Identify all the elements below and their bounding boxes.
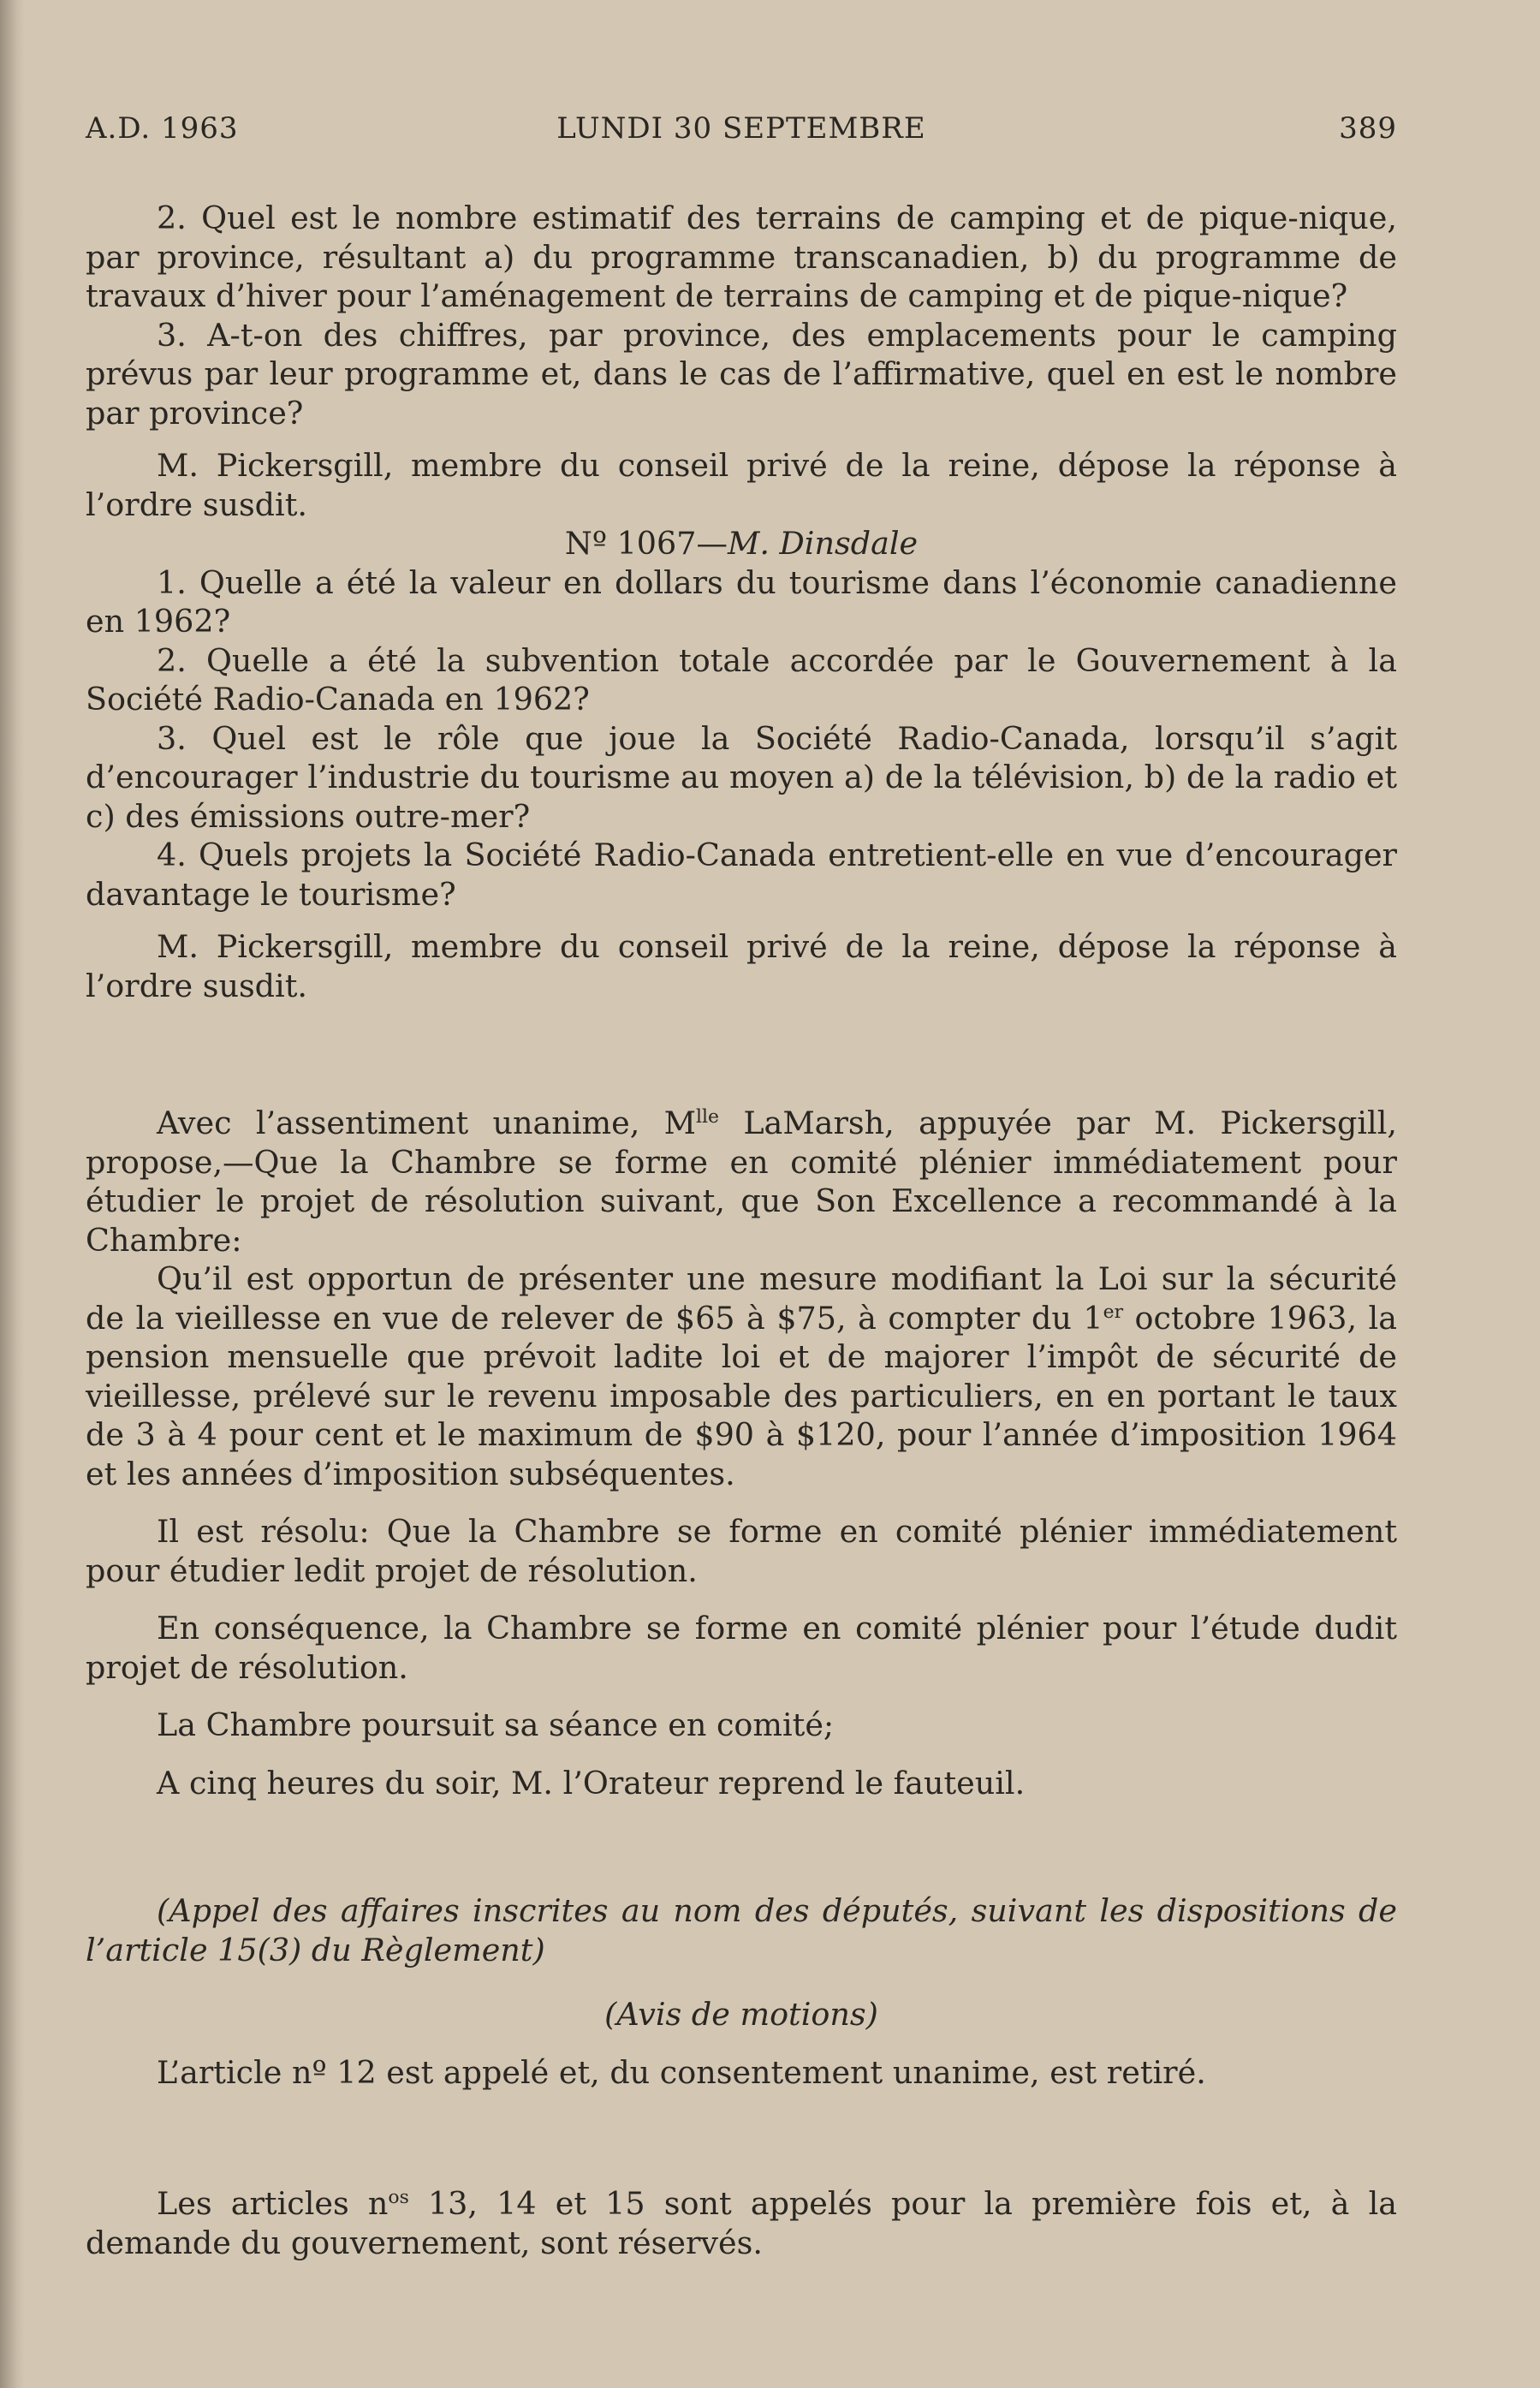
private-members-section	[86, 1891, 1397, 2262]
question-paragraph: 3. Quel est le rôle que joue la Société Radio-Canada, lorsqu’il s’agit d’encourager l’industrie du tourisme au moyen a) de la télévision, b) de la radio et c) des émissions outre-mer?	[86, 719, 1397, 835]
question-paragraph: 1. Quelle a été la valeur en dollars du tourisme dans l’économie canadienne en 1962?	[86, 563, 1397, 640]
page-binding-edge	[0, 0, 24, 2388]
question-paragraph: 2. Quelle a été la subvention totale accordée par le Gouvernement à la Société Radio-Canada en 1962?	[86, 641, 1397, 718]
notices-heading: (Avis de motions)	[604, 1996, 878, 2033]
items-reserved	[86, 2184, 1397, 2262]
items-text: Les articles n	[157, 2185, 389, 2222]
question-paragraph: 3. A-t-on des chiffres, par province, des emplacements pour le camping prévus par leur programme et, dans le cas de l’affirmative, quel en est le nombre par province?	[86, 316, 1397, 432]
resolution-text: Qu’il est opportun de présenter une mesure modifiant la Loi sur la sécurité de la vieillesse en vue de relever de $65 à $75, à compter du 1	[86, 1260, 1397, 1337]
question-member: M. Dinsdale	[727, 525, 919, 562]
superscript: lle	[696, 1105, 719, 1128]
resolution-text: octobre 1963, la pension mensuelle que prévoit ladite loi et de majorer l’impôt de sécurité de vieillesse, prélevé sur le revenu imposable des particuliers, en en portant le taux de 3 à 4 pour cent et le maximum de $90 à $120, pour l’année d’imposition 1964 et les années d’imposition subséquentes.	[86, 1299, 1397, 1492]
motion-paragraph	[86, 1104, 1397, 1260]
header-year: A.D. 1963	[86, 111, 239, 146]
header-date: LUNDI 30 SEPTEMBRE	[556, 111, 926, 146]
question-number: Nº 1067—	[564, 525, 728, 562]
answer-paragraph: M. Pickersgill, membre du conseil privé de la reine, dépose la réponse à l’ordre susdit.	[86, 928, 1397, 1004]
speaker-paragraph: A cinq heures du soir, M. l’Orateur reprend le fauteuil.	[157, 1764, 1026, 1801]
page-number: 389	[1339, 111, 1397, 146]
resolution-paragraph	[86, 1260, 1397, 1493]
motion-text: Avec l’assentiment unanime, M	[157, 1105, 697, 1141]
journal-page	[86, 111, 1397, 2262]
item-withdrawn: L’article nº 12 est appelé et, du consentement unanime, est retiré.	[157, 2053, 1206, 2091]
items-text: 13, 14 et 15 sont appelés pour la première fois et, à la demande du gouvernement, sont réservés.	[86, 2185, 1398, 2261]
question-heading	[86, 524, 1397, 563]
answer-paragraph: M. Pickersgill, membre du conseil privé de la reine, dépose la réponse à l’ordre susdit.	[86, 447, 1397, 523]
resolved-paragraph: Il est résolu: Que la Chambre se forme en comité plénier immédiatement pour étudier ledit projet de résolution.	[86, 1513, 1397, 1589]
superscript: er	[1103, 1301, 1124, 1323]
motion-section	[86, 1104, 1397, 1802]
call-of-business: (Appel des affaires inscrites au nom des députés, suivant les dispositions de l’article 15(3) du Règlement)	[86, 1892, 1397, 1968]
page-header	[86, 111, 1397, 163]
question-paragraph: 2. Quel est le nombre estimatif des terrains de camping et de pique-nique, par province, résultant a) du programme transcanadien, b) du programme de travaux d’hiver pour l’aménagement de terrains de camping et de pique-nique?	[86, 199, 1397, 314]
question-paragraph: 4. Quels projets la Société Radio-Canada entretient-elle en vue d’encourager davantage le tourisme?	[86, 837, 1397, 913]
committee-paragraph: En conséquence, la Chambre se forme en comité plénier pour l’étude dudit projet de résolution.	[86, 1610, 1397, 1686]
question-1067	[86, 524, 1397, 1005]
superscript: os	[388, 2186, 409, 2208]
sitting-paragraph: La Chambre poursuit sa séance en comité;	[157, 1706, 835, 1743]
question-1066	[86, 199, 1397, 524]
motion-text: LaMarsh, appuyée par M. Pickersgill, propose,—Que la Chambre se forme en comité plénier immédiatement pour étudier le projet de résolution suivant, que Son Excellence a recommandé à la Chambre:	[86, 1105, 1397, 1259]
